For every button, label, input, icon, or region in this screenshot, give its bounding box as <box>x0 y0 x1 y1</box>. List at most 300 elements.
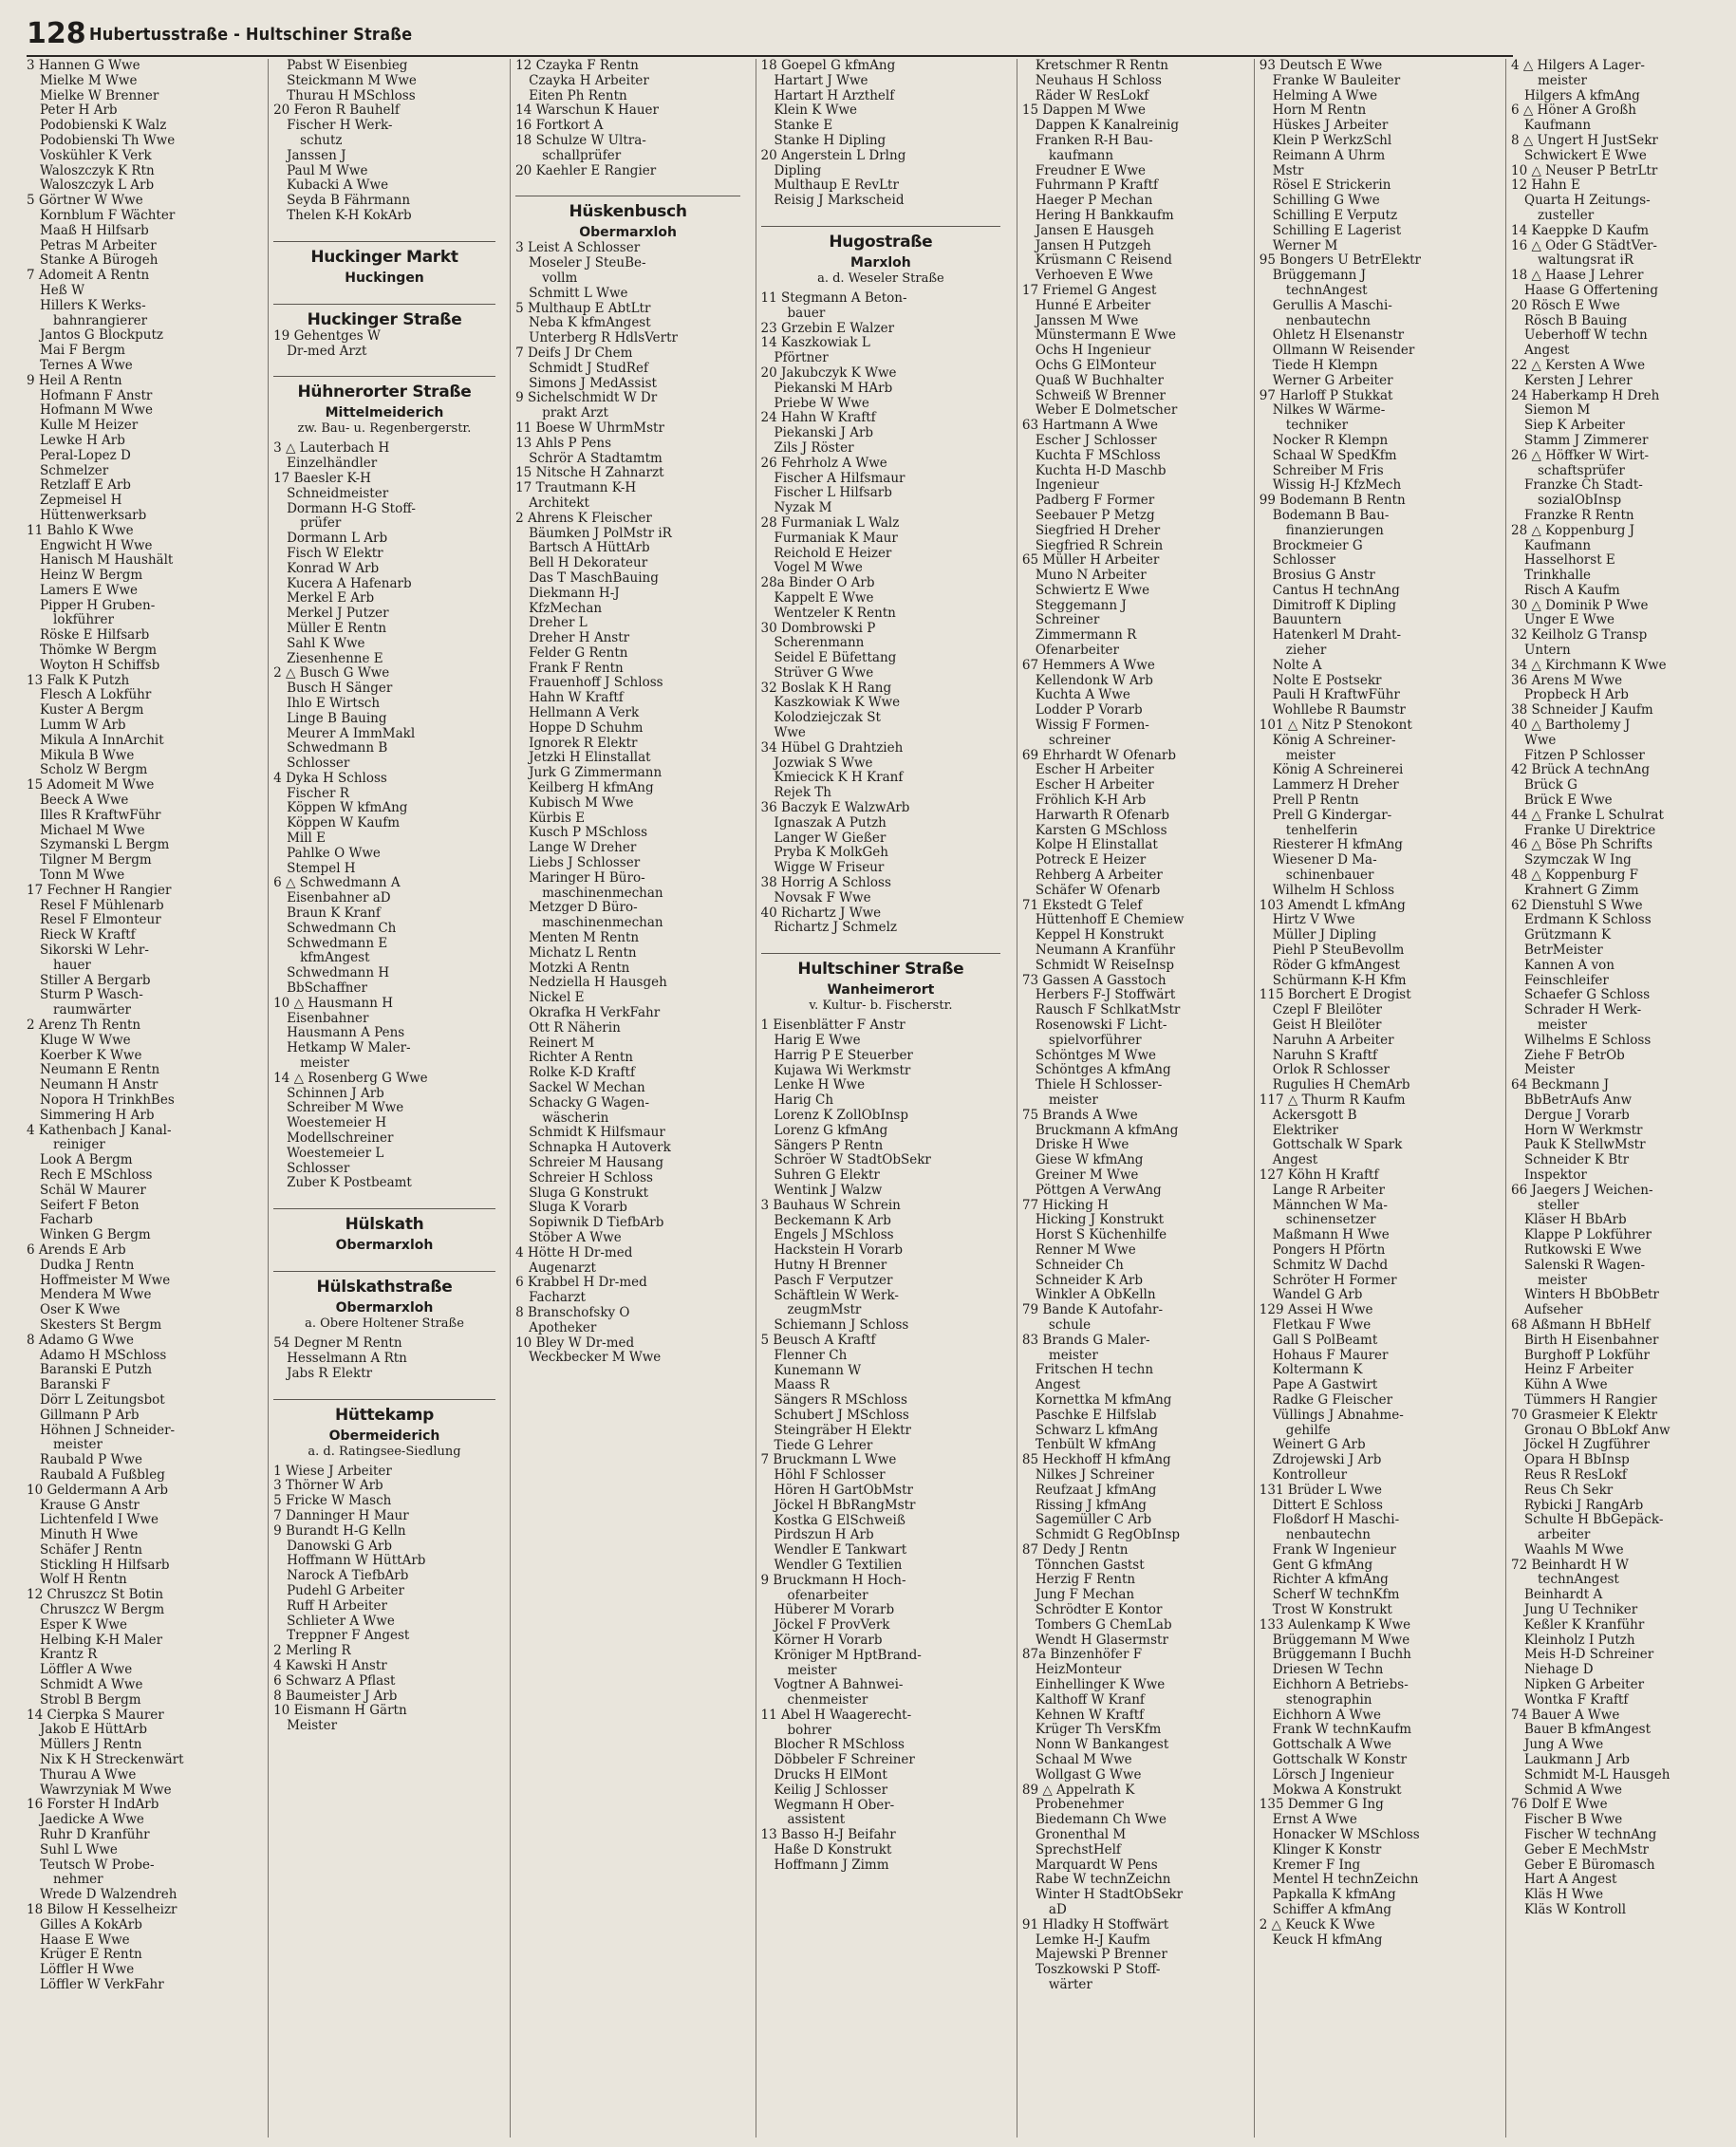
resident-entry: Schmidt J StudRef <box>529 360 648 376</box>
resident-entry: meister <box>1538 1272 1587 1288</box>
resident-entry: Keilig J Schlosser <box>774 1782 888 1798</box>
resident-entry: Gottschalk W Konstr <box>1272 1752 1408 1768</box>
resident-entry: 65 Müller H Arbeiter <box>1021 552 1160 569</box>
resident-entry: Wilhelm H Schloss <box>1272 882 1395 898</box>
resident-entry: 23 Grzebin E Walzer <box>760 320 895 336</box>
resident-entry: Motzki A Rentn <box>529 960 630 976</box>
resident-entry: Felder G Rentn <box>529 644 628 661</box>
resident-entry: Ziesenhenne E <box>287 650 383 666</box>
resident-entry: Hüttenhoff E Chemiew <box>1035 912 1185 928</box>
resident-entry: Stickling H Hilfsarb <box>40 1557 170 1573</box>
resident-entry: Schwickert E Wwe <box>1524 147 1647 163</box>
resident-entry: Woyton H Schiffsb <box>40 657 160 673</box>
resident-entry: 32 Boslak K H Rang <box>760 680 892 696</box>
resident-entry: Sturm P Wasch- <box>40 987 143 1003</box>
resident-entry: 15 Dappen M Wwe <box>1021 103 1147 119</box>
resident-entry: 28 Furmaniak L Walz <box>760 514 900 531</box>
resident-entry: Löffler W VerkFahr <box>40 1977 164 1992</box>
resident-entry: 87 Dedy J Rentn <box>1021 1541 1129 1558</box>
resident-entry: Michael M Wwe <box>40 822 145 838</box>
resident-entry: Vüllings J Abnahme- <box>1272 1407 1404 1423</box>
resident-entry: Maass R <box>774 1377 830 1393</box>
resident-entry: Schmidt G RegObInsp <box>1035 1527 1181 1543</box>
resident-entry: Hackstein H Vorarb <box>774 1242 904 1259</box>
street-heading: Hüskenbusch <box>515 196 740 221</box>
resident-entry: 12 Hahn E <box>1511 177 1580 194</box>
resident-entry: meister <box>1048 1092 1098 1108</box>
resident-entry: Röder G kfmAngest <box>1272 957 1400 973</box>
resident-entry: Jöckel F ProvVerk <box>774 1617 890 1634</box>
resident-entry: 101 △ Nitz P Stenokont <box>1259 718 1412 734</box>
resident-entry: Löffler A Wwe <box>40 1662 133 1678</box>
resident-entry: Brüggemann I Buchh <box>1272 1647 1411 1663</box>
resident-entry: Propbeck H Arb <box>1524 687 1629 703</box>
resident-entry: Gall S PolBeamt <box>1272 1332 1378 1348</box>
resident-entry: 5 Görtner W Wwe <box>27 193 143 209</box>
resident-entry: Woestemeier L <box>287 1145 384 1161</box>
resident-entry: Waahls M Wwe <box>1524 1541 1624 1558</box>
resident-entry: Priebe W Wwe <box>774 395 869 411</box>
resident-entry: Hoffmann J Zimm <box>774 1857 889 1873</box>
resident-entry: Hören H GartObMstr <box>774 1482 913 1498</box>
resident-entry: Franke U Direktrice <box>1524 822 1656 838</box>
resident-entry: 4 Dyka H Schloss <box>273 770 387 786</box>
resident-entry: Lumm W Arb <box>40 718 126 734</box>
resident-entry: Harrig P E Steuerber <box>774 1047 913 1063</box>
district-label: Mittelmeiderich <box>325 405 444 421</box>
resident-entry: Sängers P Rentn <box>774 1137 884 1153</box>
resident-entry: spielvorführer <box>1048 1032 1142 1048</box>
resident-entry: Hicking J Konstrukt <box>1035 1212 1165 1228</box>
resident-entry: 44 △ Franke L Schulrat <box>1511 807 1664 823</box>
resident-entry: 40 Richartz J Wwe <box>760 905 882 921</box>
resident-entry: 18 Bilow H Kesselheizr <box>27 1902 177 1918</box>
resident-entry: meister <box>1048 1347 1098 1363</box>
resident-entry: technAngest <box>1285 282 1368 298</box>
resident-entry: 16 Forster H IndArb <box>27 1797 159 1813</box>
resident-entry: 4 Hötte H Dr-med <box>515 1244 633 1260</box>
resident-entry: 6 Arends E Arb <box>27 1242 126 1258</box>
resident-entry: Piehl P SteuBevollm <box>1272 943 1405 959</box>
resident-entry: Stanke A Bürogeh <box>40 252 159 269</box>
resident-entry: Simmering H Arb <box>40 1107 155 1123</box>
resident-entry: Lewke H Arb <box>40 432 125 448</box>
resident-entry: 127 Köhn H Kraftf <box>1259 1167 1379 1183</box>
resident-entry: BbSchaffner <box>287 980 367 997</box>
resident-entry: Facharb <box>40 1212 93 1228</box>
resident-entry: Thelen K-H KokArb <box>287 207 412 223</box>
resident-entry: Hirtz V Wwe <box>1272 912 1355 928</box>
resident-entry: 11 Bahlo K Wwe <box>27 522 134 538</box>
district-label: Obermeiderich <box>328 1428 440 1444</box>
resident-entry: Schwedmann B <box>287 740 388 756</box>
resident-entry: Pförtner <box>774 350 829 366</box>
resident-entry: Ignorek R Elektr <box>529 735 638 751</box>
resident-entry: Franken R-H Bau- <box>1035 132 1153 148</box>
resident-entry: Dudka J Rentn <box>40 1257 135 1273</box>
resident-entry: Ihlo E Wirtsch <box>287 695 381 711</box>
resident-entry: Oser K Wwe <box>40 1302 121 1318</box>
resident-entry: Hillers K Werks- <box>40 297 146 313</box>
resident-entry: Schmidt K Hilfsmaur <box>529 1125 665 1141</box>
resident-entry: Reichold E Heizer <box>774 545 892 561</box>
resident-entry: Hausmann A Pens <box>287 1025 405 1041</box>
resident-entry: Elektriker <box>1272 1122 1338 1138</box>
resident-entry: Schäftlein W Werk- <box>774 1287 899 1303</box>
resident-entry: Laukmann J Arb <box>1524 1752 1630 1768</box>
resident-entry: Keuck H kfmAng <box>1272 1932 1383 1948</box>
resident-entry: Schneider K Btr <box>1524 1152 1630 1168</box>
resident-entry: 79 Bande K Autofahr- <box>1021 1302 1164 1318</box>
resident-entry: Bauer B kfmAngest <box>1524 1722 1652 1738</box>
resident-entry: Pauk K StellwMstr <box>1524 1137 1646 1153</box>
resident-entry: Wawrzyniak M Wwe <box>40 1782 172 1798</box>
resident-entry: Herbers F-J Stoffwärt <box>1035 987 1176 1003</box>
resident-entry: 7 Adomeit A Rentn <box>27 268 150 284</box>
resident-entry: Meis H-D Schreiner <box>1524 1647 1654 1663</box>
resident-entry: Kolpe H Elinstallat <box>1035 837 1158 853</box>
resident-entry: HeizMonteur <box>1035 1662 1122 1678</box>
resident-entry: Schrödter E Kontor <box>1035 1602 1163 1618</box>
resident-entry: prüfer <box>300 515 342 532</box>
resident-entry: Sackel W Mechan <box>529 1080 645 1095</box>
resident-entry: Geber E Büromasch <box>1524 1857 1655 1873</box>
resident-entry: 17 Fechner H Rangier <box>27 882 172 898</box>
resident-entry: 67 Hemmers A Wwe <box>1021 657 1155 673</box>
resident-entry: Eiten Ph Rentn <box>529 87 627 103</box>
resident-entry: Engwicht H Wwe <box>40 537 153 553</box>
resident-entry: Fischer H Werk- <box>287 118 393 134</box>
resident-entry: 22 △ Kersten A Wwe <box>1511 357 1646 373</box>
resident-entry: Rolke K-D Kraftf <box>529 1065 635 1081</box>
resident-entry: Czayka H Arbeiter <box>529 72 649 88</box>
resident-entry: Reus Ch Sekr <box>1524 1482 1614 1498</box>
resident-entry: Waloszczyk L Arb <box>40 177 155 194</box>
resident-entry: Jakob E HüttArb <box>40 1722 148 1738</box>
resident-entry: Frauenhoff J Schloss <box>529 675 663 691</box>
resident-entry: Feinschleifer <box>1524 972 1609 988</box>
resident-entry: wäscherin <box>542 1110 609 1126</box>
resident-entry: Hanisch M Haushält <box>40 552 174 569</box>
resident-entry: Lorenz G kfmAng <box>774 1122 888 1138</box>
resident-entry: Unterberg R HdlsVertr <box>529 330 678 346</box>
resident-entry: Lichtenfeld I Wwe <box>40 1512 159 1528</box>
resident-entry: Paschke E Hilfslab <box>1035 1407 1157 1423</box>
resident-entry: 36 Arens M Wwe <box>1511 672 1623 688</box>
resident-entry: 115 Borchert E Drogist <box>1259 987 1411 1003</box>
resident-entry: Giese W kfmAng <box>1035 1152 1144 1168</box>
resident-entry: reiniger <box>53 1137 105 1153</box>
resident-entry: Fisch W Elektr <box>287 545 383 561</box>
resident-entry: Wilhelms E Schloss <box>1524 1032 1652 1048</box>
resident-entry: Kröniger M HptBrand- <box>774 1647 922 1663</box>
resident-entry: Reimann A Uhrm <box>1272 147 1386 163</box>
resident-entry: Okrafka H VerkFahr <box>529 1005 661 1021</box>
district-label: Obermarxloh <box>335 1300 434 1316</box>
resident-entry: Thurau H MSchloss <box>287 87 416 103</box>
resident-entry: Adamo H MSchloss <box>40 1347 167 1363</box>
district-label: Obermarxloh <box>335 1238 434 1254</box>
resident-entry: Pauli H KraftwFühr <box>1272 687 1400 703</box>
resident-entry: Fröhlich K-H Arb <box>1035 793 1147 809</box>
resident-entry: Lange R Arbeiter <box>1272 1182 1385 1198</box>
column-1 <box>27 59 252 2138</box>
resident-entry: Hohaus F Maurer <box>1272 1347 1389 1363</box>
resident-entry: Bruckmann A kfmAng <box>1035 1122 1179 1138</box>
resident-entry: Treppner F Angest <box>287 1628 410 1644</box>
resident-entry: Angest <box>1272 1152 1318 1168</box>
resident-entry: Pirdszun H Arb <box>774 1527 874 1543</box>
district-label: Obermarxloh <box>579 225 677 241</box>
resident-entry: 68 Aßmann H BbHelf <box>1511 1316 1651 1333</box>
resident-entry: Krüsmann C Reisend <box>1035 252 1172 269</box>
column-divider <box>510 59 511 2138</box>
resident-entry: Multhaup E RevLtr <box>774 177 899 194</box>
resident-entry: Kaufmann <box>1524 118 1592 134</box>
resident-entry: Bodemann B Bau- <box>1272 507 1390 523</box>
street-heading: Hugostraße <box>761 226 1001 252</box>
resident-entry: Greiner M Wwe <box>1035 1167 1139 1183</box>
resident-entry: Winken G Bergm <box>40 1227 151 1243</box>
resident-entry: Linge B Bauing <box>287 710 387 726</box>
resident-entry: Rehberg A Arbeiter <box>1035 868 1163 884</box>
resident-entry: Richter A kfmAng <box>1272 1572 1389 1588</box>
resident-entry: 12 Chruszcz St Botin <box>27 1587 164 1603</box>
resident-entry: Schmitt L Wwe <box>529 285 628 301</box>
resident-entry: 8 Baumeister J Arb <box>273 1688 398 1704</box>
resident-entry: Wontka F Kraftf <box>1524 1691 1629 1708</box>
resident-entry: Hering H Bankkaufm <box>1035 207 1174 223</box>
resident-entry: maschinenmechan <box>542 915 663 931</box>
resident-entry: Cantus H technAng <box>1272 582 1400 598</box>
resident-entry: Schneider K Arb <box>1035 1272 1143 1288</box>
resident-entry: Nyzak M <box>774 500 832 516</box>
resident-entry: Kläser H BbArb <box>1524 1212 1627 1228</box>
resident-entry: assistent <box>787 1812 846 1828</box>
resident-entry: Kucera A Hafenarb <box>287 575 412 591</box>
resident-entry: Toszkowski P Stoff- <box>1035 1962 1161 1978</box>
resident-entry: Modellschreiner <box>287 1130 394 1147</box>
resident-entry: Mai F Bergm <box>40 343 125 359</box>
resident-entry: Fischer R <box>287 785 349 801</box>
resident-entry: kaufmann <box>1048 147 1114 163</box>
resident-entry: Hüskes J Arbeiter <box>1272 118 1389 134</box>
resident-entry: 15 Nitsche H Zahnarzt <box>515 465 664 481</box>
resident-entry: Inspektor <box>1524 1167 1587 1183</box>
resident-entry: Schubert J MSchloss <box>774 1407 909 1423</box>
resident-entry: bahnrangierer <box>53 312 148 328</box>
street-heading: Hülskath <box>273 1208 495 1234</box>
resident-entry: Pöttgen A VerwAng <box>1035 1182 1162 1198</box>
resident-entry: Klein P WerkzSchl <box>1272 132 1392 148</box>
resident-entry: Probenehmer <box>1035 1797 1124 1813</box>
resident-entry: Podobienski K Walz <box>40 118 167 134</box>
resident-entry: Dittert E Schloss <box>1272 1497 1383 1513</box>
resident-entry: Muno N Arbeiter <box>1035 568 1147 584</box>
resident-entry: 6 Schwarz A Pflast <box>273 1672 396 1689</box>
resident-entry: Skesters St Bergm <box>40 1316 162 1333</box>
resident-entry: Haeger P Mechan <box>1035 193 1153 209</box>
resident-entry: Ackersgott B <box>1272 1107 1357 1123</box>
resident-entry: Werner G Arbeiter <box>1272 372 1393 388</box>
resident-entry: SprechstHelf <box>1035 1841 1121 1858</box>
resident-entry: Hofmann F Anstr <box>40 387 153 403</box>
column-2 <box>273 59 495 2138</box>
resident-entry: Radke G Fleischer <box>1272 1391 1393 1408</box>
resident-entry: Beeck A Wwe <box>40 793 129 809</box>
resident-entry: Vogel M Wwe <box>774 560 863 576</box>
resident-entry: Schiemann J Schloss <box>774 1317 909 1334</box>
resident-entry: Hahn W Kraftf <box>529 690 624 706</box>
resident-entry: Rausch F SchlkatMstr <box>1035 1002 1181 1018</box>
resident-entry: Illes R KraftwFühr <box>40 807 161 823</box>
resident-entry: 87a Binzenhöfer F <box>1021 1647 1143 1663</box>
resident-entry: Langer W Gießer <box>774 830 887 846</box>
resident-entry: Erdmann K Schloss <box>1524 912 1652 928</box>
resident-entry: Franke W Bauleiter <box>1272 72 1401 88</box>
resident-entry: Tiede G Lehrer <box>774 1437 873 1453</box>
resident-entry: Klinger K Konstr <box>1272 1841 1382 1858</box>
resident-entry: Kornettka M kfmAng <box>1035 1391 1172 1408</box>
district-label: Huckingen <box>345 270 424 286</box>
resident-entry: Architekt <box>529 495 589 511</box>
resident-entry: Jurk G Zimmermann <box>529 765 663 781</box>
resident-entry: Potreck E Heizer <box>1035 852 1147 868</box>
resident-entry: Schwedmann H <box>287 965 390 981</box>
resident-entry: 131 Brüder L Wwe <box>1259 1482 1382 1498</box>
street-location-note: a. d. Ratingsee-Siedlung <box>308 1444 461 1459</box>
resident-entry: Jung A Wwe <box>1524 1737 1604 1753</box>
street-heading: Hüttekamp <box>273 1399 495 1425</box>
resident-entry: meister <box>300 1055 349 1072</box>
resident-entry: Hasselhorst E <box>1524 552 1615 569</box>
resident-entry: Wentzeler K Rentn <box>774 605 896 621</box>
resident-entry: Janssen J <box>287 147 346 163</box>
resident-entry: Reufzaat J kfmAng <box>1035 1482 1157 1498</box>
resident-entry: hauer <box>53 957 91 973</box>
resident-entry: Birth H Eisenbahner <box>1524 1332 1659 1348</box>
resident-entry: Kappelt E Wwe <box>774 589 874 606</box>
resident-entry: Dappen K Kanalreinig <box>1035 118 1180 134</box>
resident-entry: Jung F Mechan <box>1035 1587 1135 1603</box>
resident-entry: Nilkes J Schreiner <box>1035 1466 1154 1483</box>
resident-entry: Schlosser <box>287 1160 350 1176</box>
resident-entry: 89 △ Appelrath K <box>1021 1782 1135 1798</box>
resident-entry: Moseler J SteuBe- <box>529 255 646 271</box>
resident-entry: Naruhn A Arbeiter <box>1272 1032 1394 1048</box>
resident-entry: Dreher L <box>529 615 588 631</box>
resident-entry: Kornblum F Wächter <box>40 207 176 223</box>
resident-entry: Wrede D Walzendreh <box>40 1887 177 1903</box>
resident-entry: 16 △ Oder G StädtVer- <box>1511 237 1657 253</box>
resident-entry: Koerber K Wwe <box>40 1047 142 1063</box>
resident-entry: Schmidt A Wwe <box>40 1677 143 1693</box>
resident-entry: 26 Fehrholz A Wwe <box>760 455 887 471</box>
resident-entry: meister <box>787 1662 837 1678</box>
resident-entry: Kuchta A Wwe <box>1035 687 1130 703</box>
resident-entry: Mill E <box>287 831 327 847</box>
resident-entry: Weber E Dolmetscher <box>1035 402 1178 419</box>
column-divider <box>1254 59 1255 2138</box>
resident-entry: Ofenarbeiter <box>1035 643 1119 659</box>
resident-entry: Seidel E Büfettang <box>774 650 897 666</box>
resident-entry: Angest <box>1524 343 1570 359</box>
resident-entry: Weckbecker M Wwe <box>529 1350 662 1366</box>
resident-entry: Gottschalk W Spark <box>1272 1137 1403 1153</box>
resident-entry: 75 Brands A Wwe <box>1021 1107 1138 1123</box>
resident-entry: raumwärter <box>53 1002 131 1018</box>
resident-entry: Maringer H Büro- <box>529 869 645 886</box>
resident-entry: Resel F Mühlenarb <box>40 897 164 913</box>
resident-entry: schaftsprüfer <box>1538 462 1625 478</box>
resident-entry: Jöckel H Zugführer <box>1524 1437 1650 1453</box>
resident-entry: Wendler E Tankwart <box>774 1542 907 1559</box>
resident-entry: Rabe W technZeichn <box>1035 1872 1171 1888</box>
resident-entry: Zimmermann R <box>1035 627 1137 644</box>
resident-entry: Jöckel H BbRangMstr <box>774 1497 916 1513</box>
resident-entry: Münstermann E Wwe <box>1035 327 1176 344</box>
resident-entry: Meister <box>287 1718 338 1734</box>
resident-entry: Hatenkerl M Draht- <box>1272 627 1402 644</box>
resident-entry: Janssen M Wwe <box>1035 312 1139 328</box>
resident-entry: Schaal W SpedKfm <box>1272 447 1397 463</box>
resident-entry: Nopora H TrinkhBes <box>40 1092 175 1108</box>
resident-entry: Schwiertz E Wwe <box>1035 582 1150 598</box>
resident-entry: Aufseher <box>1524 1302 1583 1318</box>
resident-entry: Salenski R Wagen- <box>1524 1257 1646 1273</box>
resident-entry: Wolf H Rentn <box>40 1572 127 1588</box>
resident-entry: Flenner Ch <box>774 1347 848 1363</box>
resident-entry: Ochs G ElMonteur <box>1035 357 1156 373</box>
resident-entry: Stanke E <box>774 118 833 134</box>
resident-entry: Müllers J Rentn <box>40 1737 142 1753</box>
resident-entry: 4 △ Hilgers A Lager- <box>1511 58 1645 73</box>
resident-entry: Drucks H ElMont <box>774 1767 887 1783</box>
resident-entry: Szymczak W Ing <box>1524 852 1632 868</box>
resident-entry: 20 Angerstein L Drlng <box>760 147 906 163</box>
resident-entry: steller <box>1538 1197 1579 1213</box>
resident-entry: Stöber A Wwe <box>529 1229 622 1245</box>
resident-entry: 91 Hladky H Stoffwärt <box>1021 1916 1169 1932</box>
resident-entry: Einzelhändler <box>287 456 378 472</box>
resident-entry: Dormann L Arb <box>287 531 388 547</box>
resident-entry: 13 Falk K Putzh <box>27 672 130 688</box>
resident-entry: Verhoeven E Wwe <box>1035 268 1153 284</box>
resident-entry: Schrör A Stadtamtm <box>529 450 663 466</box>
resident-entry: 18 Schulze W Ultra- <box>515 132 646 148</box>
resident-entry: Fuhrmann P Kraftf <box>1035 177 1159 194</box>
resident-entry: Kostka G ElSchweiß <box>774 1512 905 1528</box>
resident-entry: 17 Trautmann K-H <box>515 480 637 496</box>
resident-entry: Nickel E <box>529 990 585 1006</box>
street-location-note: v. Kultur- b. Fischerstr. <box>809 999 953 1014</box>
resident-entry: Kürbis E <box>529 810 586 826</box>
resident-entry: Naruhn S Kraftf <box>1272 1047 1378 1063</box>
resident-entry: 7 Danninger H Maur <box>273 1507 409 1523</box>
resident-entry: Döbbeler F Schreiner <box>774 1752 915 1768</box>
resident-entry: 54 Degner M Rentn <box>273 1335 402 1352</box>
resident-entry: 9 Heil A Rentn <box>27 372 122 388</box>
resident-entry: Keppel H Konstrukt <box>1035 927 1165 943</box>
resident-entry: Hilgers A kfmAng <box>1524 87 1640 103</box>
resident-entry: Hoppe D Schuhm <box>529 719 644 736</box>
resident-entry: Voskühler K Verk <box>40 147 152 163</box>
resident-entry: 20 Jakubczyk K Wwe <box>760 364 897 381</box>
resident-entry: Grützmann K <box>1524 927 1612 943</box>
resident-entry: finanzierungen <box>1285 522 1384 538</box>
resident-entry: Unger E Wwe <box>1524 612 1615 628</box>
resident-entry: 6 △ Schwedmann A <box>273 875 401 891</box>
